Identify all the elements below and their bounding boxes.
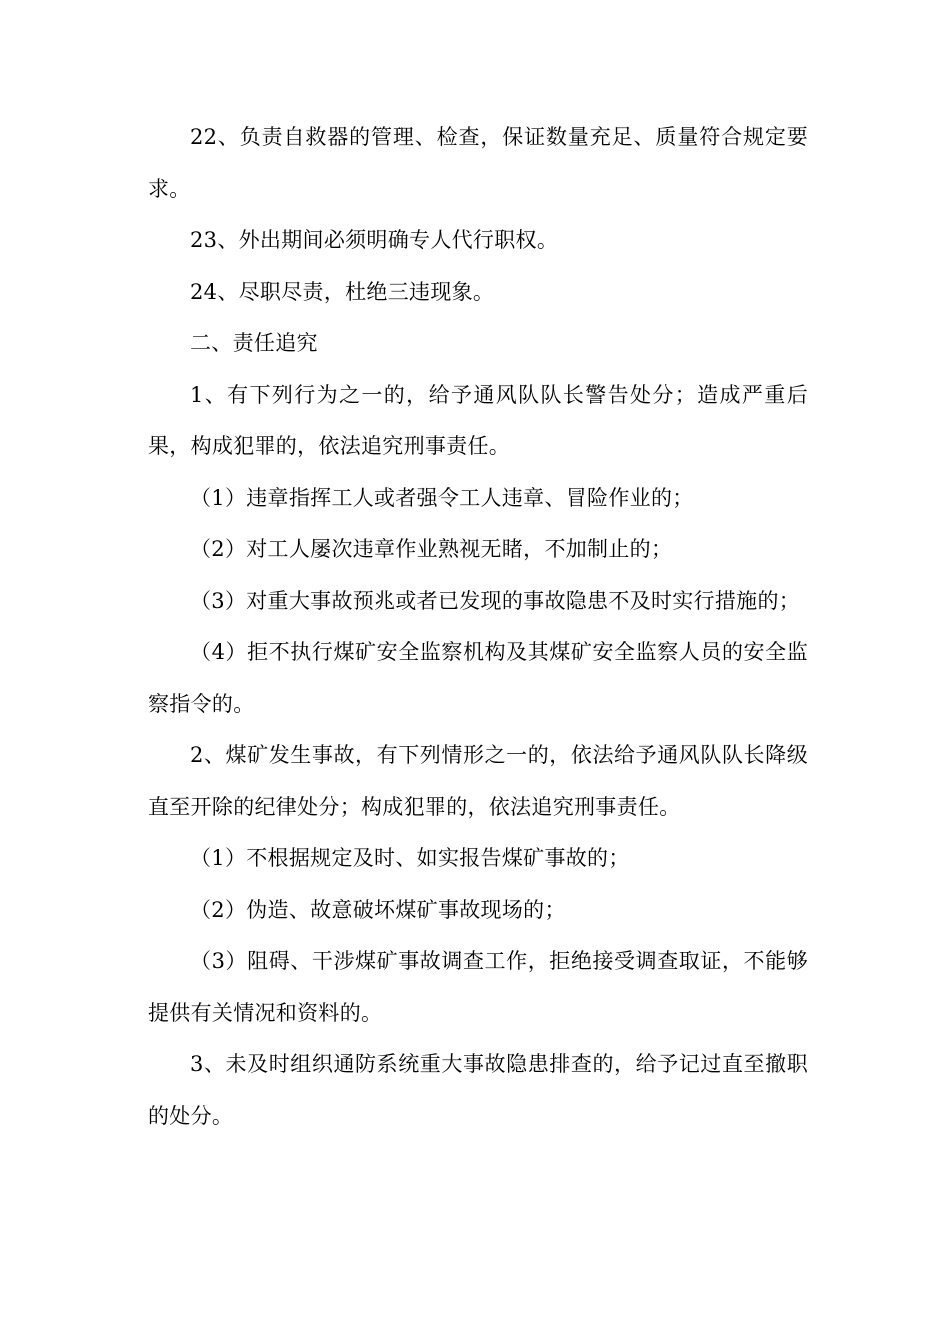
- paragraph-subclause-1-2: （2）对工人屡次违章作业熟视无睹，不加制止的；: [190, 537, 673, 561]
- paragraph-item-23: 23、外出期间必须明确专人代行职权。: [190, 228, 559, 252]
- section-heading-responsibility: 二、责任追究: [190, 331, 318, 355]
- paragraph-item-24: 24、尽职尽责，杜绝三违现象。: [190, 279, 495, 304]
- paragraph-clause-3: 3、未及时组织通防系统重大事故隐患排查的，给予记过直至撤职的处分。: [148, 1052, 808, 1128]
- paragraph-subclause-2-2: （2）伪造、故意破坏煤矿事故现场的；: [190, 897, 566, 922]
- paragraph-subclause-2-3: （3）阻碍、干涉煤矿事故调查工作，拒绝接受调查取证，不能够提供有关情况和资料的。: [148, 949, 808, 1025]
- paragraph-subclause-1-3: （3）对重大事故预兆或者已发现的事故隐患不及时实行措施的；: [190, 588, 801, 613]
- paragraph-subclause-2-1: （1）不根据规定及时、如实报告煤矿事故的；: [190, 846, 630, 870]
- document-page: [148, 112, 808, 1142]
- paragraph-subclause-1-1: （1）违章指挥工人或者强令工人违章、冒险作业的；: [190, 485, 694, 510]
- paragraph-item-22: 22、负责自救器的管理、检查，保证数量充足、质量符合规定要求。: [148, 125, 808, 201]
- paragraph-clause-1: 1、有下列行为之一的，给予通风队队长警告处分；造成严重后果，构成犯罪的，依法追究刑事责任。: [148, 382, 808, 458]
- paragraph-clause-2: 2、煤矿发生事故，有下列情形之一的，依法给予通风队队长降级直至开除的纪律处分；构成犯罪的，依法追究刑事责任。: [148, 743, 808, 819]
- paragraph-subclause-1-4: （4）拒不执行煤矿安全监察机构及其煤矿安全监察人员的安全监察指令的。: [148, 640, 808, 716]
